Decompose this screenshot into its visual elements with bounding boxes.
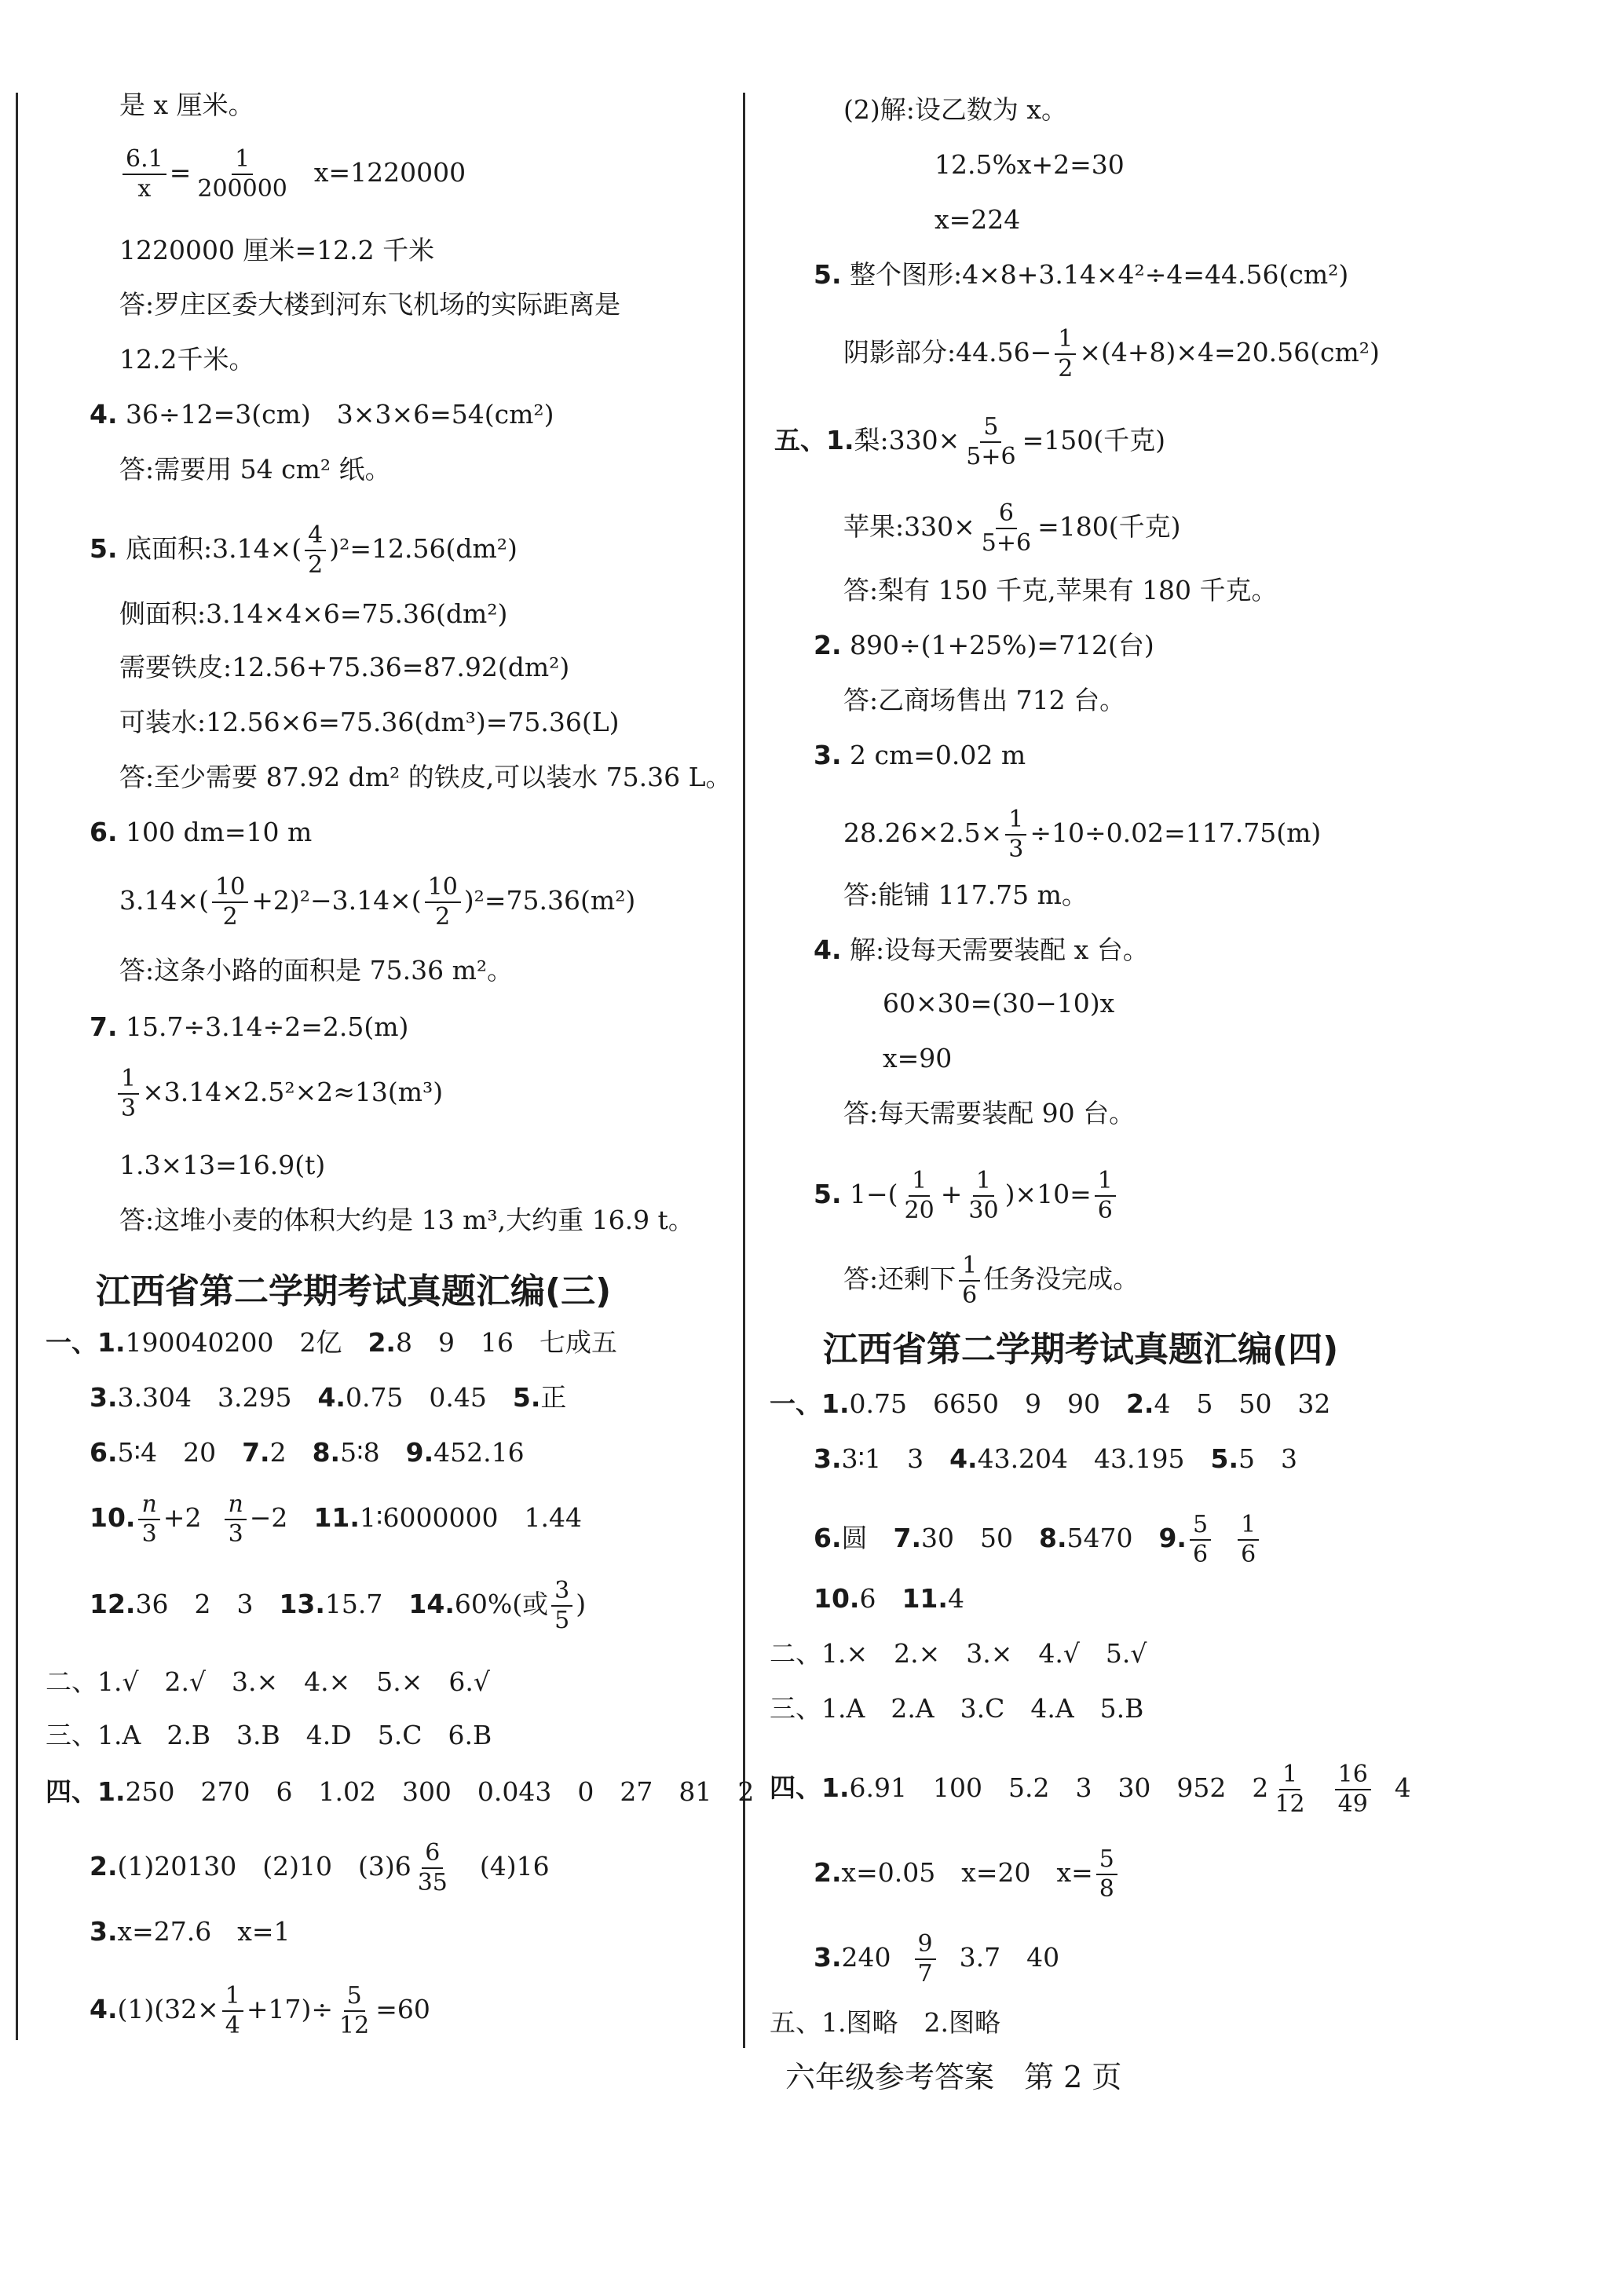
section-2: 二、1.× 2.× 3.× 4.√ 5.√ <box>770 1638 1147 1669</box>
section-1-line-3: 6.圆 7.30 50 8.5470 9. $\frac{5}{6}$ $\frac{1}{6}$ <box>814 1511 1262 1569</box>
section-1-line-3: 6.5∶4 20 7.2 8.5∶8 9.452.16 <box>90 1437 525 1468</box>
answer-line: 答:需要用 54 cm² 纸。 <box>119 454 391 485</box>
fraction: $\frac{1}{30}$ <box>968 1167 999 1224</box>
fraction: $\frac{6}{5+6}$ <box>981 499 1032 557</box>
fraction: $\frac{1}{2}$ <box>1055 325 1076 383</box>
fraction: $\frac{1}{6}$ <box>959 1252 980 1310</box>
page-footer: 六年级参考答案 第 2 页 <box>785 2060 1122 2094</box>
fraction: $\frac{1}{6}$ <box>1095 1167 1116 1225</box>
fraction: $\frac{1}{3}$ <box>118 1065 139 1123</box>
text-line: x=224 <box>935 204 1021 235</box>
section-2: 二、1.√ 2.√ 3.× 4.× 5.× 6.√ <box>46 1666 490 1697</box>
answer-line: 答:还剩下 $\frac{1}{6}$ 任务没完成。 <box>843 1252 1139 1309</box>
text-line: (2)解:设乙数为 x。 <box>843 94 1067 125</box>
text-line: 1220000 厘米=12.2 千米 <box>119 235 435 265</box>
text-line: 是 x 厘米。 <box>119 90 254 120</box>
section-1-line-5: 12.36 2 3 13.15.7 14.60%(或 $\frac{3}{5}$ ) <box>90 1577 587 1634</box>
section-3: 三、1.A 2.A 3.C 4.A 5.B <box>770 1693 1144 1724</box>
text-line: 1.3×13=16.9(t) <box>119 1150 326 1180</box>
question-2: 2. 890÷(1+25%)=712(台) <box>814 630 1154 660</box>
answer-line: 12.2千米。 <box>119 344 255 375</box>
section-4-line-1: 四、1.6.91 100 5.2 3 30 952 2 $\frac{1}{12}$ $\frac{16}{49}$ 4 <box>770 1761 1411 1818</box>
fraction: $\frac{n}{3}$ <box>138 1490 159 1549</box>
fraction: $\frac{5}{8}$ <box>1096 1845 1117 1903</box>
question-5: 5. 底面积:3.14×( $\frac{4}{2}$ )²=12.56(dm²) <box>90 521 518 579</box>
text-line: 需要铁皮:12.56+75.36=87.92(dm²) <box>119 652 570 682</box>
column-divider <box>743 93 745 2048</box>
fraction: $\frac{6}{35}$ <box>417 1839 448 1896</box>
answer-line: 答:这条小路的面积是 75.36 m²。 <box>119 955 514 986</box>
fraction: $\frac{4}{2}$ <box>305 521 326 580</box>
equation-line: 阴影部分:44.56− $\frac{1}{2}$ ×(4+8)×4=20.56(cm²) <box>843 325 1380 382</box>
fraction: $\frac{10}{2}$ <box>212 873 248 931</box>
section-3: 三、1.A 2.B 3.B 4.D 5.C 6.B <box>46 1720 492 1750</box>
section-title-3: 江西省第二学期考试真题汇编(三) <box>96 1271 612 1311</box>
answer-line: 答:罗庄区委大楼到河东飞机场的实际距离是 <box>119 289 621 320</box>
section-1-line-1: 一、1.0.75 6650 9 90 2.4 5 50 32 <box>770 1388 1331 1419</box>
question-5b: 5. 1−( $\frac{1}{20}$ + $\frac{1}{30}$ )×10= $\frac{1}{6}$ <box>814 1167 1119 1225</box>
section-1-line-2: 3.3.304 3.295 4.0.75 0.45 5.正 <box>90 1382 567 1413</box>
section-1-line-2: 3.3∶1 3 4.43.204 43.195 5.5 3 <box>814 1443 1298 1474</box>
text-line: 60×30=(30−10)x <box>883 988 1115 1018</box>
fraction: $\frac{6.1}{x}$ <box>123 145 166 203</box>
answer-line: 答:这堆小麦的体积大约是 13 m³,大约重 16.9 t。 <box>119 1205 694 1235</box>
answer-line: 答:至少需要 87.92 dm² 的铁皮,可以装水 75.36 L。 <box>119 762 732 792</box>
question-7: 7. 15.7÷3.14÷2=2.5(m) <box>90 1011 409 1042</box>
fraction: $\frac{1}{200000}$ <box>197 145 287 203</box>
equation-line: $\frac{6.1}{x}$ = $\frac{1}{200000}$ x=1220000 <box>119 145 466 203</box>
answer-line: 答:乙商场售出 712 台。 <box>843 685 1126 715</box>
fraction: $\frac{10}{2}$ <box>425 873 461 931</box>
fraction: $\frac{5}{12}$ <box>339 1982 370 2039</box>
text-line: 可装水:12.56×6=75.36(dm³)=75.36(L) <box>119 707 620 737</box>
fraction: $\frac{1}{20}$ <box>904 1167 935 1224</box>
text-line: x=90 <box>883 1043 953 1073</box>
text-line: 侧面积:3.14×4×6=75.36(dm²) <box>119 598 508 629</box>
question-4: 4. 解:设每天需要装配 x 台。 <box>814 934 1149 965</box>
section-1-line-4: 10.6 11.4 <box>814 1583 964 1614</box>
text-line: 12.5%x+2=30 <box>935 149 1125 180</box>
equation-line: 28.26×2.5× $\frac{1}{3}$ ÷10÷0.02=117.75(m) <box>843 806 1322 863</box>
answer-line: 答:每天需要装配 90 台。 <box>843 1098 1136 1128</box>
fraction: $\frac{5}{6}$ <box>1190 1511 1211 1569</box>
section-4-line-3: 3.x=27.6 x=1 <box>90 1916 291 1947</box>
equation-line: $\frac{1}{3}$ ×3.14×2.5²×2≈13(m³) <box>115 1065 443 1123</box>
fraction: $\frac{n}{3}$ <box>225 1490 246 1549</box>
section-4-line-1: 四、1.250 270 6 1.02 300 0.043 0 27 81 2 <box>46 1776 755 1807</box>
section-1-line-4: 10. $\frac{n}{3}$ +2 $\frac{n}{3}$ −2 11.1∶6000000 1.44 <box>90 1490 582 1548</box>
section-5-q1: 五、1.梨:330× $\frac{5}{5+6}$ =150(千克) <box>774 413 1165 470</box>
left-margin-rule <box>16 93 18 2040</box>
fraction: $\frac{1}{4}$ <box>222 1982 243 2040</box>
section-4-line-2: 2.(1)20130 (2)10 (3)6 $\frac{6}{35}$ (4)16 <box>90 1839 550 1896</box>
fraction: $\frac{1}{12}$ <box>1275 1761 1305 1818</box>
fraction: $\frac{16}{49}$ <box>1335 1761 1371 1819</box>
answer-line: 答:能铺 117.75 m。 <box>843 880 1088 910</box>
fraction: $\frac{5}{5+6}$ <box>966 413 1016 470</box>
fraction: $\frac{1}{3}$ <box>1005 806 1026 864</box>
equation-line: 3.14×( $\frac{10}{2}$ +2)²−3.14×( $\frac{10}{2}$ )²=75.36(m²) <box>119 873 636 931</box>
fraction: $\frac{3}{5}$ <box>551 1577 572 1635</box>
section-4-line-3: 3.240 $\frac{9}{7}$ 3.7 40 <box>814 1930 1060 1988</box>
question-5: 5. 整个图形:4×8+3.14×4²÷4=44.56(cm²) <box>814 259 1349 290</box>
fraction: $\frac{1}{6}$ <box>1238 1511 1259 1569</box>
section-title-4: 江西省第二学期考试真题汇编(四) <box>823 1329 1339 1370</box>
section-4-line-4: 4.(1)(32× $\frac{1}{4}$ +17)÷ $\frac{5}{12}$ =60 <box>90 1982 430 2039</box>
equation-line: 苹果:330× $\frac{6}{5+6}$ =180(千克) <box>843 499 1181 557</box>
section-5: 五、1.图略 2.图略 <box>770 2007 1000 2038</box>
question-4: 4. 36÷12=3(cm) 3×3×6=54(cm²) <box>90 399 554 430</box>
question-6: 6. 100 dm=10 m <box>90 817 313 847</box>
question-3: 3. 2 cm=0.02 m <box>814 740 1026 770</box>
answer-line: 答:梨有 150 千克,苹果有 180 千克。 <box>843 575 1278 605</box>
section-4-line-2: 2.x=0.05 x=20 x= $\frac{5}{8}$ <box>814 1845 1121 1903</box>
section-1-line-1: 一、1.190040200 2亿 2.8 9 16 七成五 <box>46 1327 617 1358</box>
fraction: $\frac{9}{7}$ <box>915 1930 936 1988</box>
